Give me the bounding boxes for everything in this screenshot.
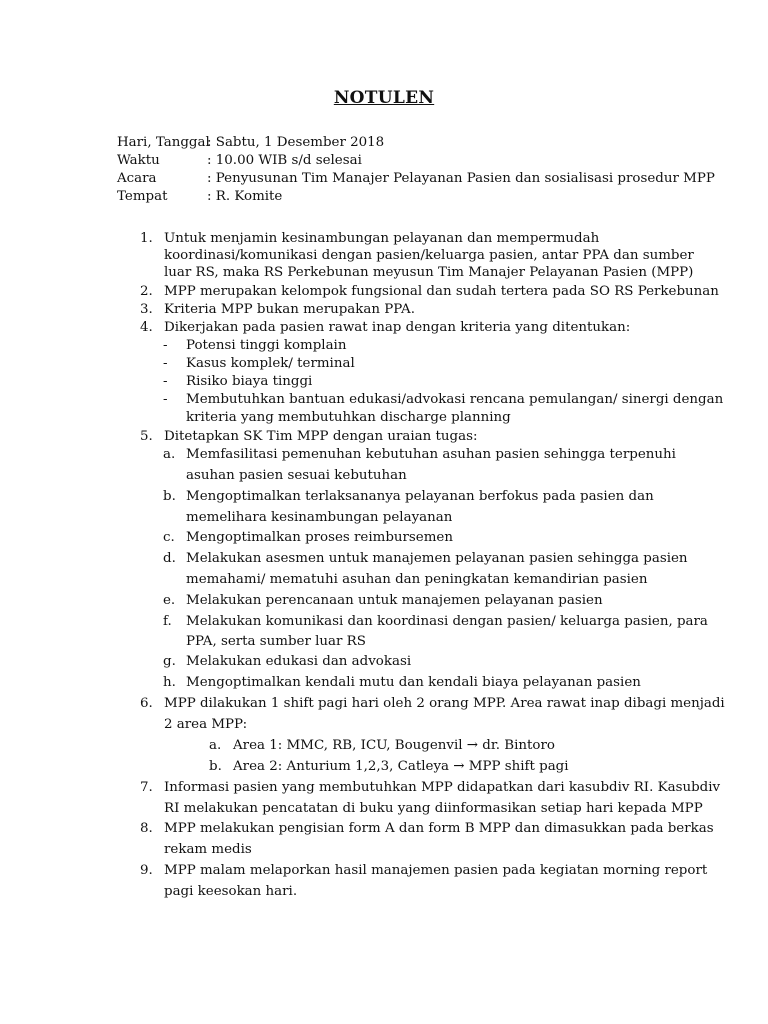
- sub-text: asuhan pasien sesuai kebutuhan: [186, 468, 407, 483]
- item-number: 6.: [140, 696, 153, 711]
- sub-text: PPA, serta sumber luar RS: [186, 634, 366, 649]
- bullet-dash: -: [163, 392, 168, 407]
- sub-letter: a.: [209, 738, 222, 753]
- meta-value-time: : 10.00 WIB s/d selesai: [207, 153, 362, 168]
- sub-letter: e.: [163, 593, 176, 608]
- item-text: Kriteria MPP bukan merupakan PPA.: [164, 302, 415, 317]
- bullet-text: Risiko biaya tinggi: [186, 374, 313, 389]
- sub-text: Mengoptimalkan terlaksananya pelayanan berfokus pada pasien dan: [186, 489, 654, 504]
- item-number: 5.: [140, 429, 153, 444]
- bullet-dash: -: [163, 338, 168, 353]
- sub-letter: c.: [163, 530, 175, 545]
- item-text: RI melakukan pencatatan di buku yang diinformasikan setiap hari kepada MPP: [164, 801, 703, 816]
- item-number: 7.: [140, 780, 153, 795]
- item-text: MPP malam melaporkan hasil manajemen pasien pada kegiatan morning report: [164, 863, 708, 878]
- meta-label-agenda: Acara: [117, 171, 157, 186]
- item-number: 1.: [140, 231, 153, 246]
- sub-text: Melakukan perencanaan untuk manajemen pelayanan pasien: [186, 593, 603, 608]
- meta-value-agenda: : Penyusunan Tim Manajer Pelayanan Pasien dan sosialisasi prosedur MPP: [207, 171, 715, 186]
- sub-letter: g.: [163, 654, 176, 669]
- page-title: NOTULEN: [333, 88, 435, 108]
- sub-letter: a.: [163, 447, 176, 462]
- item-text: rekam medis: [164, 842, 252, 857]
- sub-text: Area 2: Anturium 1,2,3, Catleya → MPP shift pagi: [233, 759, 569, 774]
- meta-label-place: Tempat: [117, 189, 168, 204]
- bullet-text: kriteria yang membutuhkan discharge planning: [186, 410, 511, 425]
- sub-letter: d.: [163, 551, 176, 566]
- sub-text: memelihara kesinambungan pelayanan: [186, 510, 453, 525]
- sub-text: Memfasilitasi pemenuhan kebutuhan asuhan pasien sehingga terpenuhi: [186, 447, 676, 462]
- item-text: luar RS, maka RS Perkebunan meyusun Tim Manajer Pelayanan Pasien (MPP): [164, 265, 694, 280]
- item-text: Untuk menjamin kesinambungan pelayanan dan mempermudah: [164, 231, 600, 246]
- meta-value-place: : R. Komite: [207, 189, 283, 204]
- item-text: Informasi pasien yang membutuhkan MPP didapatkan dari kasubdiv RI. Kasubdiv: [164, 780, 721, 795]
- item-text: MPP merupakan kelompok fungsional dan sudah tertera pada SO RS Perkebunan: [164, 284, 719, 299]
- item-text: MPP dilakukan 1 shift pagi hari oleh 2 orang MPP. Area rawat inap dibagi menjadi: [164, 696, 725, 711]
- bullet-text: Membutuhkan bantuan edukasi/advokasi rencana pemulangan/ sinergi dengan: [186, 392, 724, 407]
- sub-text: Melakukan asesmen untuk manajemen pelayanan pasien sehingga pasien: [186, 551, 688, 566]
- sub-text: memahami/ mematuhi asuhan dan peningkatan kemandirian pasien: [186, 572, 648, 587]
- item-text: pagi keesokan hari.: [164, 884, 298, 899]
- bullet-dash: -: [163, 374, 168, 389]
- sub-text: Mengoptimalkan kendali mutu dan kendali biaya pelayanan pasien: [186, 675, 641, 690]
- item-text: Dikerjakan pada pasien rawat inap dengan kriteria yang ditentukan:: [164, 320, 631, 335]
- item-number: 8.: [140, 821, 153, 836]
- sub-letter: h.: [163, 675, 176, 690]
- item-text: koordinasi/komunikasi dengan pasien/keluarga pasien, antar PPA dan sumber: [164, 248, 694, 263]
- item-number: 9.: [140, 863, 153, 878]
- item-text: 2 area MPP:: [164, 717, 248, 732]
- sub-letter: f.: [163, 614, 172, 629]
- meta-value-date: : Sabtu, 1 Desember 2018: [207, 135, 385, 150]
- bullet-dash: -: [163, 356, 168, 371]
- item-number: 2.: [140, 284, 153, 299]
- sub-text: Area 1: MMC, RB, ICU, Bougenvil → dr. Bintoro: [233, 738, 555, 753]
- sub-text: Melakukan edukasi dan advokasi: [186, 654, 412, 669]
- sub-text: Mengoptimalkan proses reimbursemen: [186, 530, 453, 545]
- item-text: MPP melakukan pengisian form A dan form B MPP dan dimasukkan pada berkas: [164, 821, 714, 836]
- meta-label-time: Waktu: [117, 153, 160, 168]
- item-number: 4.: [140, 320, 153, 335]
- item-text: Ditetapkan SK Tim MPP dengan uraian tugas:: [164, 429, 478, 444]
- sub-letter: b.: [163, 489, 176, 504]
- sub-letter: b.: [209, 759, 222, 774]
- bullet-text: Potensi tinggi komplain: [186, 338, 347, 353]
- sub-text: Melakukan komunikasi dan koordinasi dengan pasien/ keluarga pasien, para: [186, 614, 708, 629]
- bullet-text: Kasus komplek/ terminal: [186, 356, 355, 371]
- meta-label-date: Hari, Tanggal: [117, 135, 210, 150]
- item-number: 3.: [140, 302, 153, 317]
